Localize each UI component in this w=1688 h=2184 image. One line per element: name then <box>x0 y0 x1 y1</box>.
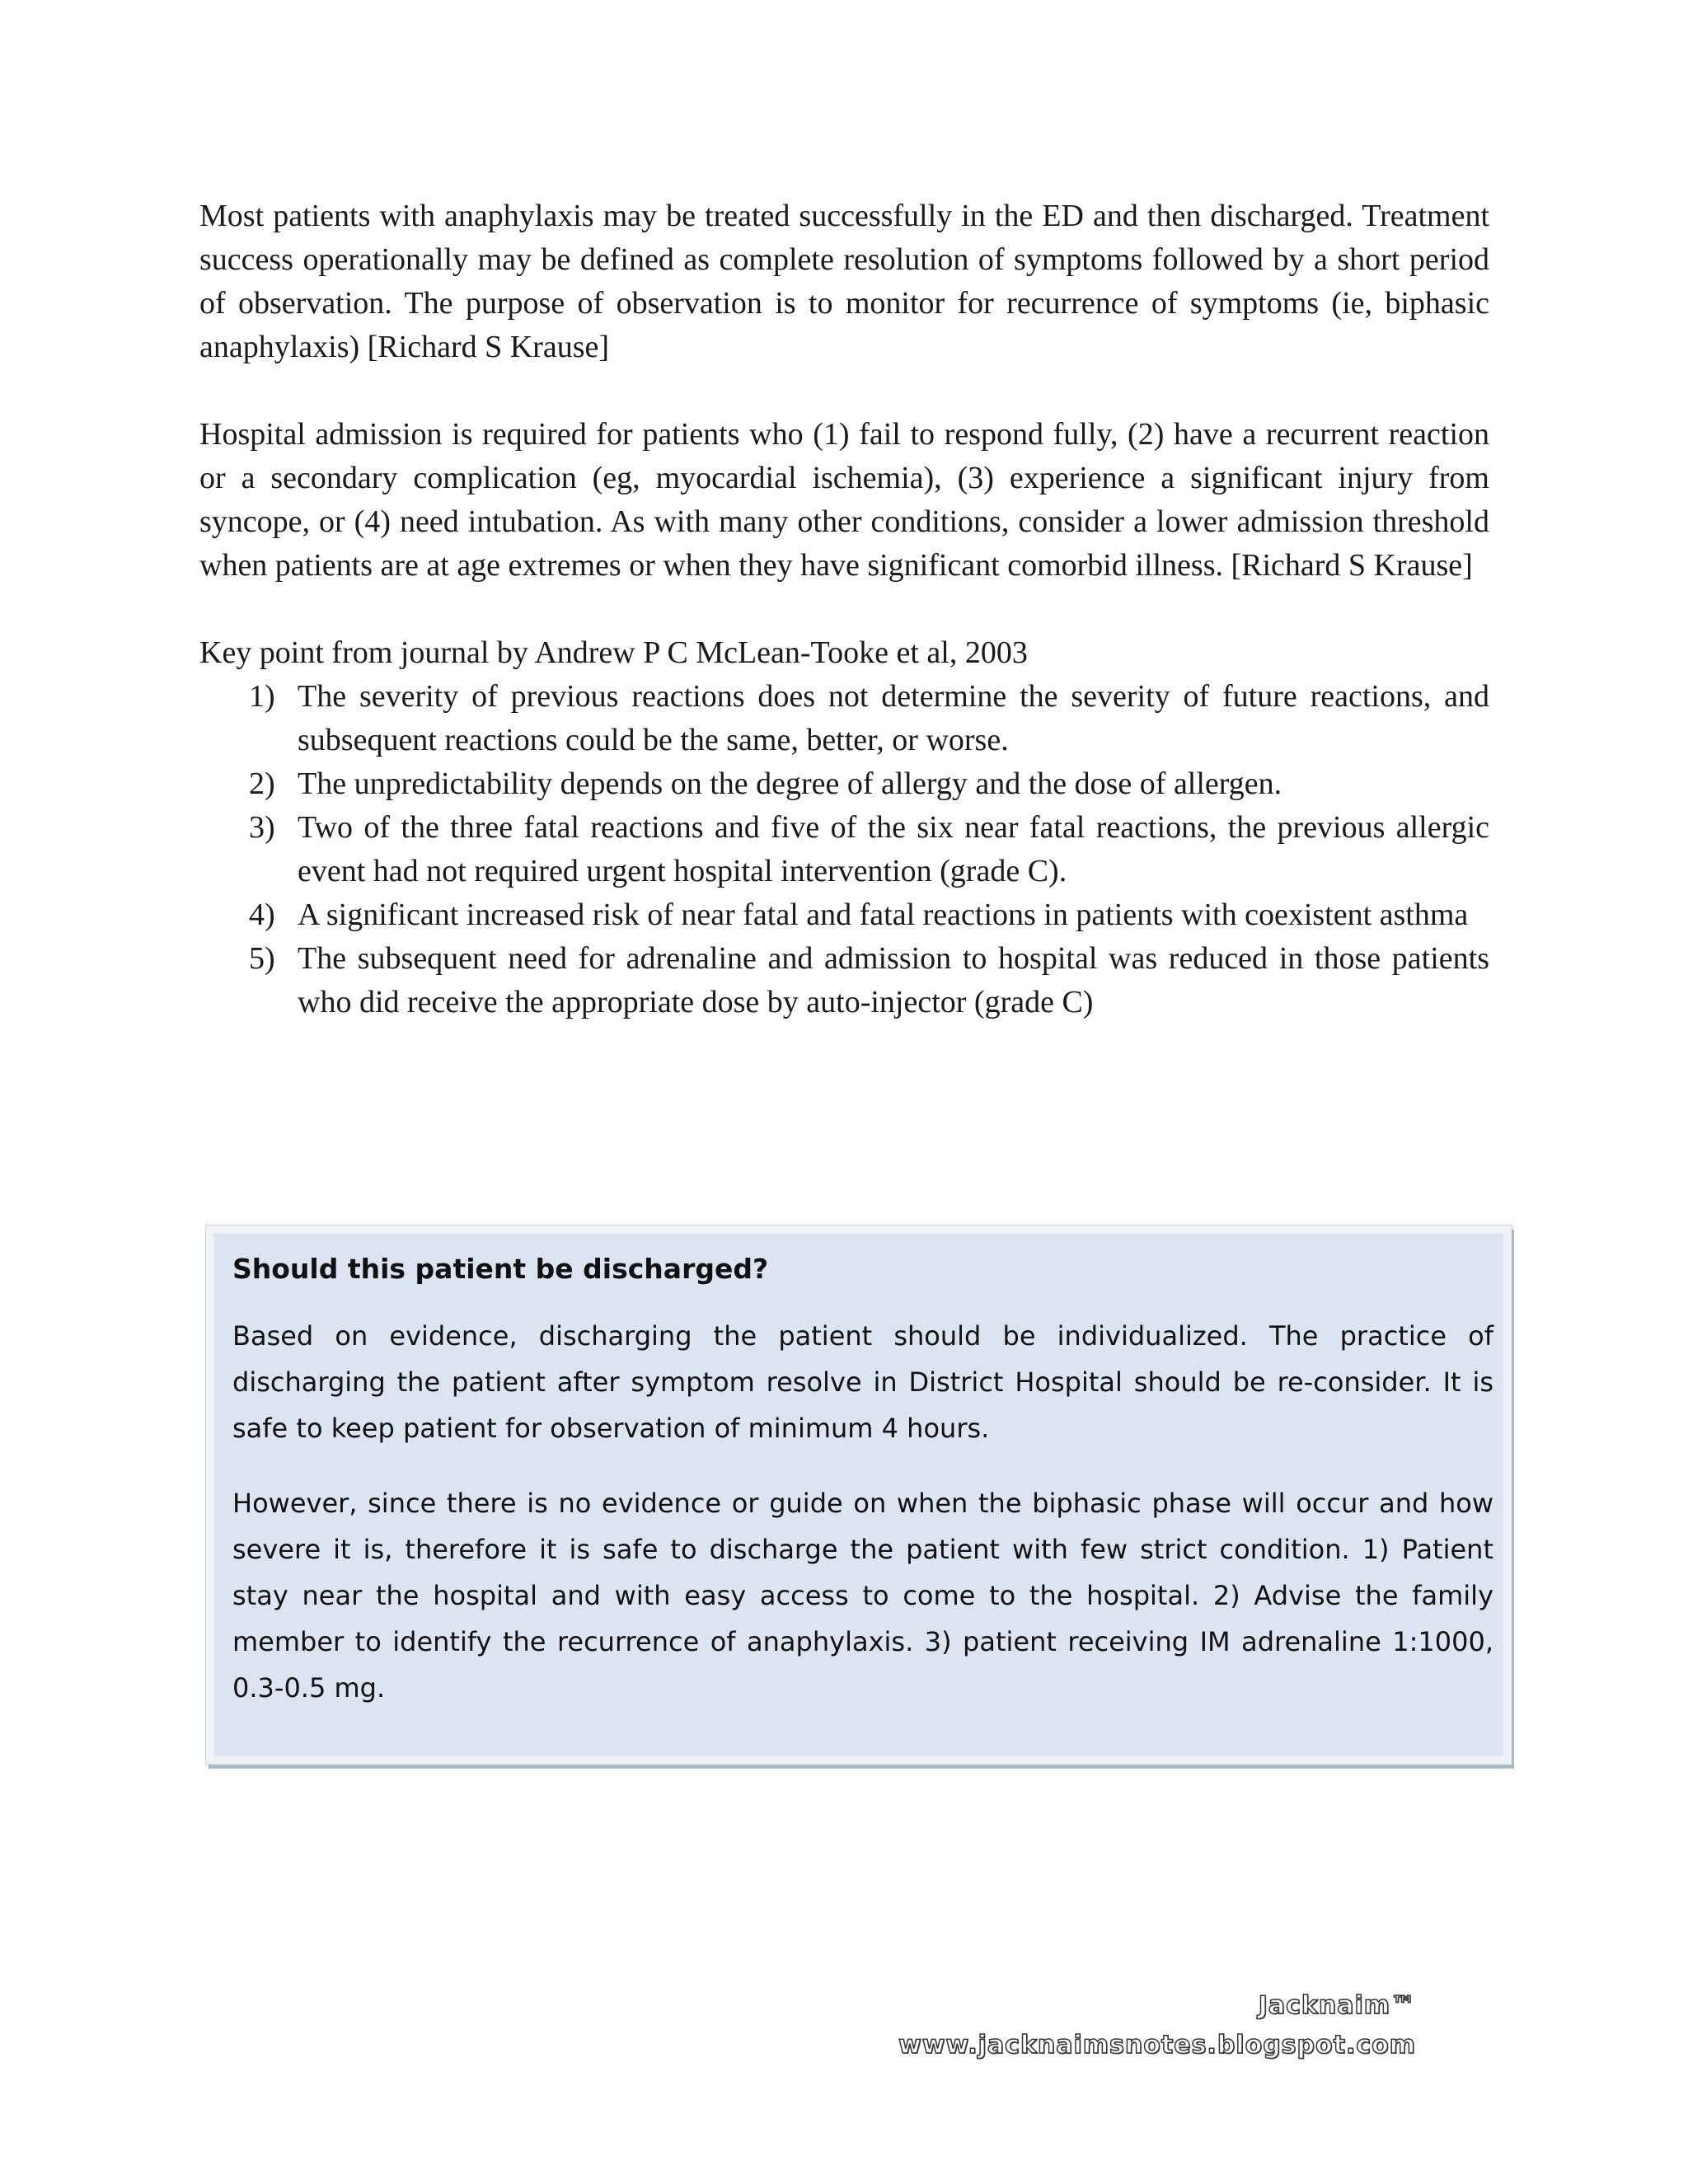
list-item <box>199 937 1489 1024</box>
list-item-text: The subsequent need for adrenaline and admission to hospital was reduced in those patients who did receive the appropriate dose by auto-injector (grade C) <box>298 941 1489 1019</box>
list-item-number: 5) <box>249 941 275 976</box>
footer-url: www.jacknaimsnotes.blogspot.com <box>898 2031 1416 2060</box>
callout-content <box>232 1249 1493 1740</box>
list-item-text: The severity of previous reactions does not determine the severity of future reactions, and subsequent reactions could be the same, better, or worse. <box>298 679 1489 757</box>
callout-paragraph-evidence: Based on evidence, discharging the patient should be individualized. The practice of discharging the patient after symptom resolve in District Hospital should be re-consider. It is safe to keep patient for observation of minimum 4 hours. <box>232 1320 1493 1444</box>
document-body <box>199 194 1489 1024</box>
callout-title: Should this patient be discharged? <box>232 1253 769 1285</box>
discharge-callout-box <box>206 1226 1512 1765</box>
list-item-number: 2) <box>249 766 275 801</box>
list-item <box>199 806 1489 893</box>
list-item <box>199 893 1489 937</box>
paragraph-hospital-admission: Hospital admission is required for patients who (1) fail to respond fully, (2) have a recurrent reaction or a secondary complication (eg, myocardial ischemia), (3) experience a significant injury from syncope, or (4) need intubation. As with many other conditions, consider a lower admission threshold when patients are at age extremes or when they have significant comorbid illness. [Richard S Krause] <box>199 417 1489 583</box>
footer-watermark <box>898 1986 1416 2065</box>
list-item-number: 3) <box>249 810 275 845</box>
list-item-text: Two of the three fatal reactions and five of the six near fatal reactions, the previous allergic event had not required urgent hospital intervention (grade C). <box>298 810 1489 888</box>
key-points-list <box>199 675 1489 1024</box>
footer-brand: Jacknaim™ <box>1258 1991 1416 2020</box>
paragraph-discharge-treatment: Most patients with anaphylaxis may be treated successfully in the ED and then discharged. Treatment success operationally may be defined as complete resolution of symptoms followed by a short period of observation. The purpose of observation is to monitor for recurrence of symptoms (ie, biphasic anaphylaxis) [Richard S Krause] <box>199 199 1489 364</box>
list-item <box>199 675 1489 762</box>
list-item-number: 4) <box>249 898 275 932</box>
list-item-text: A significant increased risk of near fatal and fatal reactions in patients with coexistent asthma <box>298 898 1469 932</box>
list-item-number: 1) <box>249 679 275 714</box>
list-item-text: The unpredictability depends on the degree of allergy and the dose of allergen. <box>298 766 1282 801</box>
list-item <box>199 762 1489 806</box>
key-points-title: Key point from journal by Andrew P C McLean-Tooke et al, 2003 <box>199 635 1028 670</box>
callout-paragraph-conditions: However, since there is no evidence or guide on when the biphasic phase will occur and how severe it is, therefore it is safe to discharge the patient with few strict condition. 1) Patient stay near the hospital and with easy access to come to the hospital. 2) Advise the family member to identify the recurrence of anaphylaxis. 3) patient receiving IM adrenaline 1:1000, 0.3-0.5 mg. <box>232 1488 1493 1704</box>
